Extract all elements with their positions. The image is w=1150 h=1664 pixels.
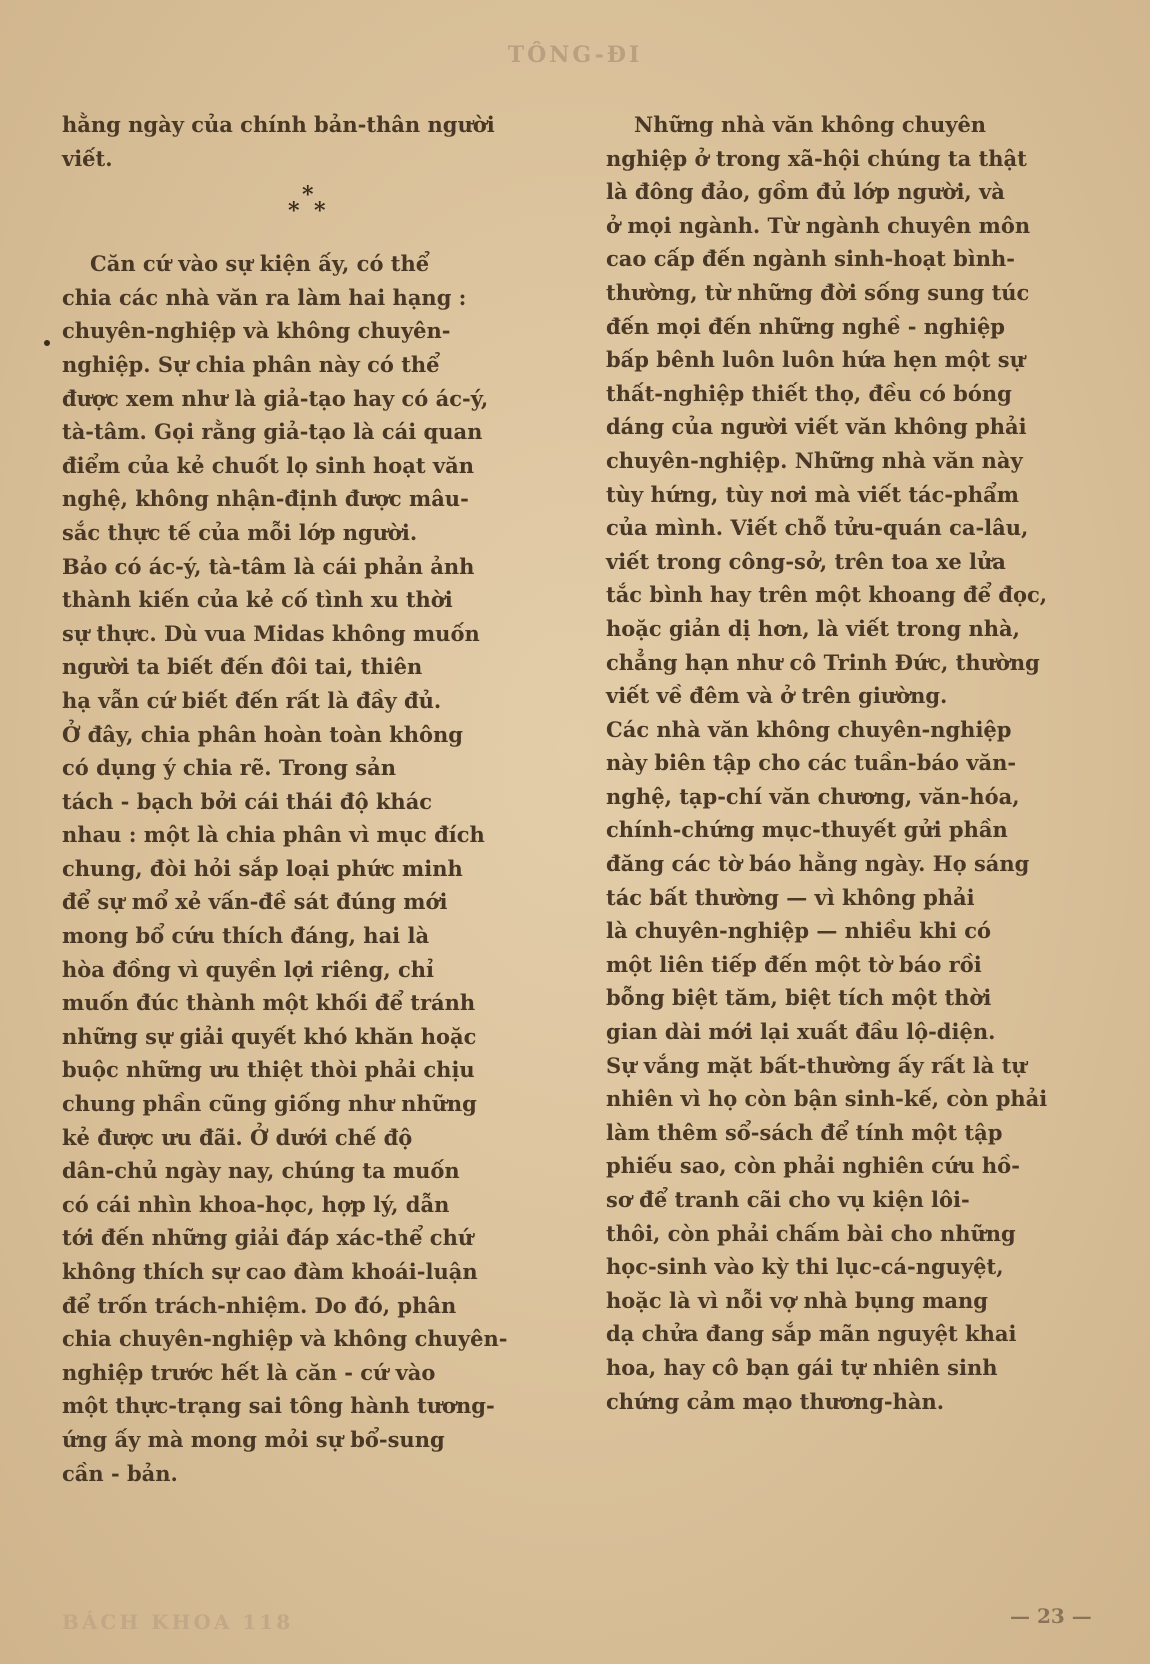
left-opening-line: viết. <box>62 145 113 171</box>
text-line: Căn cứ vào sự kiện ấy, có thể <box>90 251 430 277</box>
text-line: bỗng biệt tăm, biệt tích một thời <box>606 985 992 1011</box>
running-head: TÔNG-ĐI <box>507 42 643 68</box>
text-line: tà-tâm. Gọi rằng giả-tạo là cái quan <box>62 419 483 445</box>
text-line: có cái nhìn khoa-học, hợp lý, dẫn <box>62 1191 450 1217</box>
text-line: cao cấp đến ngành sinh-hoạt bình- <box>606 246 1015 272</box>
text-line: chuyên-nghiệp. Những nhà văn này <box>606 447 1023 473</box>
ink-blot <box>44 340 50 346</box>
text-line: tùy hứng, tùy nơi mà viết tác-phẩm <box>606 481 1019 507</box>
text-line: có dụng ý chia rẽ. Trong sản <box>62 755 396 781</box>
text-line: nhau : một là chia phân vì mục đích <box>62 822 485 848</box>
separator-star-right: * <box>314 198 326 225</box>
text-line: là đông đảo, gồm đủ lớp người, và <box>606 179 1005 205</box>
text-line: những sự giải quyết khó khăn hoặc <box>62 1023 477 1049</box>
text-line: nghệ, tạp-chí văn chương, văn-hóa, <box>606 783 1020 809</box>
text-line: Các nhà văn không chuyên-nghiệp <box>606 716 1012 742</box>
text-line: hòa đồng vì quyền lợi riêng, chỉ <box>62 956 435 982</box>
separator-star-left: * <box>288 198 300 225</box>
text-line: thất-nghiệp thiết thọ, đều có bóng <box>606 380 1012 406</box>
text-line: muốn đúc thành một khối để tránh <box>62 990 476 1016</box>
text-line: tác bất thường — vì không phải <box>606 884 975 910</box>
text-line: kẻ được ưu đãi. Ở dưới chế độ <box>62 1124 413 1150</box>
left-paragraph <box>62 247 572 1490</box>
text-line: hoặc giản dị hơn, là viết trong nhà, <box>606 615 1020 641</box>
text-line: cần - bản. <box>62 1460 178 1486</box>
text-line: Những nhà văn không chuyên <box>634 112 987 137</box>
section-separator <box>62 175 572 241</box>
left-column <box>62 108 572 1490</box>
text-line: học-sinh vào kỳ thi lục-cá-nguyệt, <box>606 1254 1004 1280</box>
text-line: chuyên-nghiệp và không chuyên- <box>62 318 451 344</box>
text-line: nghệ, không nhận-định được mâu- <box>62 486 469 512</box>
text-line: nghiệp. Sự chia phân này có thể <box>62 351 440 377</box>
text-line: thành kiến của kẻ cố tình xu thời <box>62 587 453 613</box>
text-line: viết về đêm và ở trên giường. <box>606 683 948 709</box>
text-line: phiếu sao, còn phải nghiên cứu hồ- <box>606 1153 1020 1179</box>
text-line: chung, đòi hỏi sắp loại phức minh <box>62 855 463 881</box>
text-line: không thích sự cao đàm khoái-luận <box>62 1259 478 1284</box>
text-line: Sự vắng mặt bất-thường ấy rất là tự <box>606 1052 1027 1078</box>
right-paragraph <box>606 108 1118 1418</box>
text-line: chính-chứng mục-thuyết gửi phần <box>606 817 1008 843</box>
text-line: làm thêm sổ-sách để tính một tập <box>606 1119 1003 1145</box>
text-line: chia chuyên-nghiệp và không chuyên- <box>62 1326 508 1352</box>
text-line: hạ vẫn cứ biết đến rất là đầy đủ. <box>62 687 442 713</box>
text-line: được xem như là giả-tạo hay có ác-ý, <box>62 385 489 411</box>
text-line: dáng của người viết văn không phải <box>606 414 1027 440</box>
text-line: một thực-trạng sai tông hành tương- <box>62 1393 495 1419</box>
text-line: Bảo có ác-ý, tà-tâm là cái phản ảnh <box>62 553 475 579</box>
text-line: tới đến những giải đáp xác-thể chứ <box>62 1225 474 1251</box>
text-line: chung phần cũng giống như những <box>62 1091 477 1117</box>
right-column <box>606 108 1118 1418</box>
text-line: thường, từ những đời sống sung túc <box>606 279 1030 305</box>
text-line: gian dài mới lại xuất đầu lộ-diện. <box>606 1019 996 1045</box>
text-line: ứng ấy mà mong mỏi sự bổ-sung <box>62 1426 445 1452</box>
text-line: hoặc là vì nỗi vợ nhà bụng mang <box>606 1287 988 1313</box>
page-number: — 23 — <box>1010 1604 1092 1628</box>
text-line: để trốn trách-nhiệm. Do đó, phân <box>62 1292 457 1318</box>
text-line: ở mọi ngành. Từ ngành chuyên môn <box>606 212 1031 238</box>
text-line: sự thực. Dù vua Midas không muốn <box>62 620 480 646</box>
text-line: là chuyên-nghiệp — nhiều khi có <box>606 918 991 944</box>
text-line: nhiên vì họ còn bận sinh-kế, còn phải <box>606 1086 1048 1112</box>
text-line: đăng các tờ báo hằng ngày. Họ sáng <box>606 851 1030 877</box>
text-line: này biên tập cho các tuần-báo văn- <box>606 750 1017 776</box>
text-line: dạ chửa đang sắp mãn nguyệt khai <box>606 1321 1017 1347</box>
text-line: người ta biết đến đôi tai, thiên <box>62 654 423 680</box>
text-line: của mình. Viết chỗ tửu-quán ca-lâu, <box>606 515 1029 541</box>
text-line: mong bổ cứu thích đáng, hai là <box>62 923 430 949</box>
text-line: Ở đây, chia phân hoàn toàn không <box>62 721 463 747</box>
left-opening-line: hằng ngày của chính bản-thân người <box>62 112 495 137</box>
text-line: tắc bình hay trên một khoang để đọc, <box>606 582 1048 608</box>
text-line: chia các nhà văn ra làm hai hạng : <box>62 284 467 310</box>
text-line: một liên tiếp đến một tờ báo rồi <box>606 951 982 977</box>
text-line: dân-chủ ngày nay, chúng ta muốn <box>62 1158 460 1184</box>
text-line: chẳng hạn như cô Trinh Đức, thường <box>606 649 1040 675</box>
text-line: bấp bênh luôn luôn hứa hẹn một sự <box>606 347 1025 373</box>
text-line: tách - bạch bởi cái thái độ khác <box>62 788 433 814</box>
text-line: để sự mổ xẻ vấn-đề sát đúng mới <box>62 889 448 915</box>
text-line: viết trong công-sở, trên toa xe lửa <box>606 548 1006 574</box>
text-line: chứng cảm mạo thương-hàn. <box>606 1388 945 1414</box>
text-line: đến mọi đến những nghề - nghiệp <box>606 313 1005 339</box>
text-line: nghiệp ở trong xã-hội chúng ta thật <box>606 145 1027 171</box>
publication-name: BÁCH KHOA 118 <box>62 1610 294 1634</box>
text-line: hoa, hay cô bạn gái tự nhiên sinh <box>606 1354 998 1380</box>
text-line: điểm của kẻ chuốt lọ sinh hoạt văn <box>62 452 475 478</box>
text-line: nghiệp trước hết là căn - cứ vào <box>62 1359 436 1385</box>
text-line: sắc thực tế của mỗi lớp người. <box>62 519 418 545</box>
text-line: buộc những ưu thiệt thòi phải chịu <box>62 1057 475 1083</box>
text-line: sơ để tranh cãi cho vụ kiện lôi- <box>606 1187 970 1212</box>
separator-star-top: * <box>302 182 314 209</box>
text-line: thôi, còn phải chấm bài cho những <box>606 1220 1016 1246</box>
